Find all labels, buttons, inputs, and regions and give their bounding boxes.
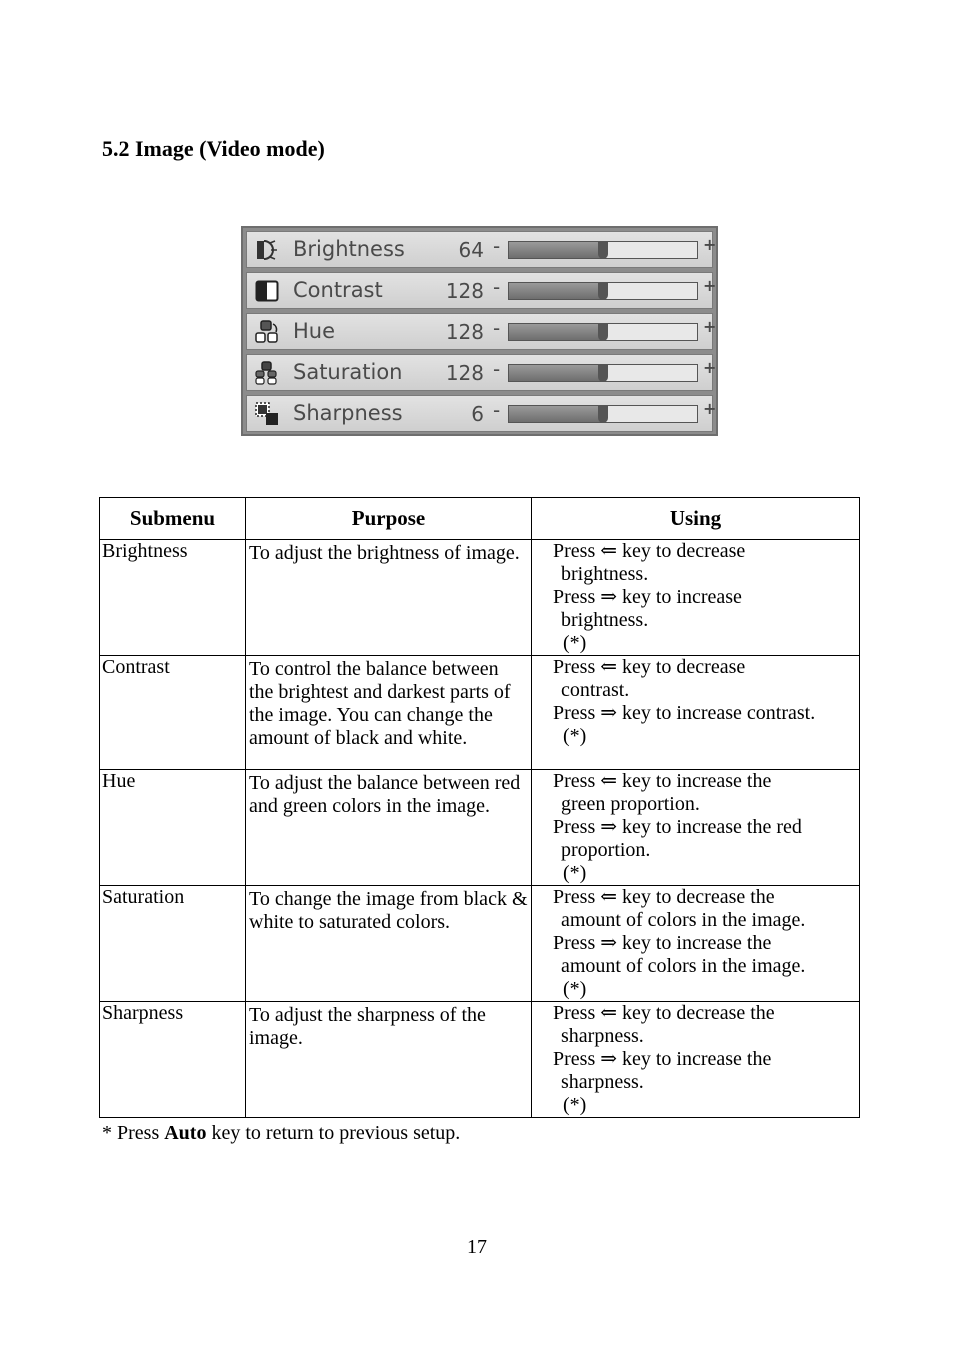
submenu-cell xyxy=(100,1002,246,1118)
footnote-suffix: key to return to previous setup. xyxy=(206,1122,461,1144)
using-line: Press ⇒ key to increase the red xyxy=(553,816,802,838)
header-purpose: Purpose xyxy=(246,498,532,540)
osd-label: Hue xyxy=(293,319,336,343)
osd-slider-fill xyxy=(509,406,603,422)
footnote-auto-key: Auto xyxy=(164,1122,207,1144)
using-line: Press ⇒ key to increase xyxy=(553,586,742,608)
footnote xyxy=(102,1122,460,1145)
saturation-icon xyxy=(255,361,279,385)
purpose-cell xyxy=(246,886,532,1002)
using-line: (*) xyxy=(563,862,587,884)
osd-increase-sign[interactable]: + xyxy=(703,399,717,418)
purpose-text: To control the balance between the brightest and darkest parts of the image. You can change the amount of black and white. xyxy=(249,658,511,749)
osd-row-hue[interactable] xyxy=(246,313,717,350)
osd-slider-fill xyxy=(509,242,603,258)
using-line: (*) xyxy=(563,632,587,654)
purpose-text: To change the image from black & white to saturated colors. xyxy=(249,888,528,933)
osd-decrease-sign[interactable]: - xyxy=(493,357,501,381)
using-cell xyxy=(532,540,860,656)
osd-label: Contrast xyxy=(293,278,383,302)
osd-decrease-sign[interactable]: - xyxy=(493,316,501,340)
submenu-name: Hue xyxy=(102,770,136,792)
using-cell xyxy=(532,656,860,770)
osd-slider-fill xyxy=(509,324,603,340)
using-line: proportion. xyxy=(561,839,651,861)
purpose-text: To adjust the balance between red and green colors in the image. xyxy=(249,772,521,817)
purpose-cell xyxy=(246,656,532,770)
table-row xyxy=(100,656,860,770)
contrast-icon xyxy=(255,279,279,303)
purpose-text: To adjust the sharpness of the image. xyxy=(249,1004,486,1049)
osd-increase-sign[interactable]: + xyxy=(703,235,717,254)
sharpness-icon xyxy=(255,402,279,426)
submenu-cell xyxy=(100,540,246,656)
osd-slider-handle[interactable] xyxy=(598,323,608,341)
purpose-cell xyxy=(246,770,532,886)
submenu-cell xyxy=(100,886,246,1002)
osd-slider[interactable] xyxy=(508,405,698,423)
osd-value: 128 xyxy=(445,279,484,303)
osd-row-saturation[interactable] xyxy=(246,354,717,391)
using-line: Press ⇒ key to increase contrast. xyxy=(553,702,816,724)
table-header-row xyxy=(100,498,860,540)
brightness-icon xyxy=(255,238,279,262)
using-line: (*) xyxy=(563,725,587,747)
osd-value: 128 xyxy=(445,320,484,344)
osd-image-menu xyxy=(241,226,718,436)
using-line: (*) xyxy=(563,1094,587,1116)
using-line: Press ⇐ key to decrease the xyxy=(553,1002,775,1024)
using-line: Press ⇐ key to increase the xyxy=(553,770,772,792)
osd-increase-sign[interactable]: + xyxy=(703,358,717,377)
using-line: Press ⇐ key to decrease xyxy=(553,540,746,562)
osd-row-brightness[interactable] xyxy=(246,231,717,268)
osd-increase-sign[interactable]: + xyxy=(703,276,717,295)
header-submenu: Submenu xyxy=(100,498,246,540)
osd-slider-handle[interactable] xyxy=(598,364,608,382)
osd-row-contrast[interactable] xyxy=(246,272,717,309)
using-line: amount of colors in the image. xyxy=(561,955,806,977)
osd-row-sharpness[interactable] xyxy=(246,395,717,432)
submenu-cell xyxy=(100,656,246,770)
osd-label: Sharpness xyxy=(293,401,403,425)
using-line: Press ⇐ key to decrease the xyxy=(553,886,775,908)
using-line: Press ⇒ key to increase the xyxy=(553,1048,772,1070)
submenu-table xyxy=(99,497,860,1118)
osd-decrease-sign[interactable]: - xyxy=(493,275,501,299)
osd-value: 128 xyxy=(445,361,484,385)
table-row xyxy=(100,1002,860,1118)
osd-label: Saturation xyxy=(293,360,403,384)
submenu-name: Saturation xyxy=(102,886,185,908)
submenu-cell xyxy=(100,770,246,886)
using-line: contrast. xyxy=(561,679,630,701)
using-line: brightness. xyxy=(561,563,649,585)
using-cell xyxy=(532,1002,860,1118)
osd-slider-handle[interactable] xyxy=(598,282,608,300)
table-row xyxy=(100,886,860,1002)
osd-value: 64 xyxy=(458,238,484,262)
purpose-cell xyxy=(246,1002,532,1118)
osd-slider[interactable] xyxy=(508,323,698,341)
purpose-cell xyxy=(246,540,532,656)
using-line: Press ⇐ key to decrease xyxy=(553,656,746,678)
using-line: amount of colors in the image. xyxy=(561,909,806,931)
submenu-name: Brightness xyxy=(102,540,188,562)
footnote-prefix: * Press xyxy=(102,1122,165,1144)
osd-slider-fill xyxy=(509,365,603,381)
osd-slider-handle[interactable] xyxy=(598,241,608,259)
header-using: Using xyxy=(532,498,860,540)
osd-decrease-sign[interactable]: - xyxy=(493,234,501,258)
osd-increase-sign[interactable]: + xyxy=(703,317,717,336)
section-heading: 5.2 Image (Video mode) xyxy=(102,136,325,161)
using-line: Press ⇒ key to increase the xyxy=(553,932,772,954)
page-number: 17 xyxy=(467,1236,487,1258)
submenu-name: Sharpness xyxy=(102,1002,184,1024)
osd-slider[interactable] xyxy=(508,364,698,382)
osd-decrease-sign[interactable]: - xyxy=(493,398,501,422)
osd-slider-handle[interactable] xyxy=(598,405,608,423)
purpose-text: To adjust the brightness of image. xyxy=(249,542,520,564)
using-line: brightness. xyxy=(561,609,649,631)
using-line: sharpness. xyxy=(561,1025,644,1047)
osd-slider-fill xyxy=(509,283,603,299)
osd-label: Brightness xyxy=(293,237,405,261)
table-row xyxy=(100,770,860,886)
osd-slider[interactable] xyxy=(508,282,698,300)
using-line: (*) xyxy=(563,978,587,1000)
table-row xyxy=(100,540,860,656)
hue-icon xyxy=(255,320,279,344)
osd-slider[interactable] xyxy=(508,241,698,259)
submenu-name: Contrast xyxy=(102,656,170,678)
using-line: green proportion. xyxy=(561,793,700,815)
osd-value: 6 xyxy=(471,402,484,426)
using-cell xyxy=(532,886,860,1002)
using-cell xyxy=(532,770,860,886)
using-line: sharpness. xyxy=(561,1071,644,1093)
